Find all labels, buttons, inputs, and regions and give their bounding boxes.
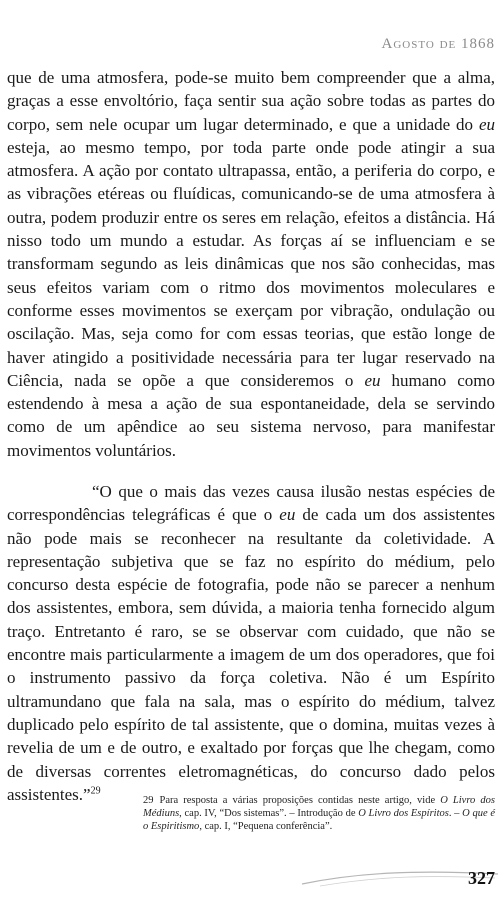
text-run: . – xyxy=(448,808,463,819)
book-title: O que é o Espiritismo xyxy=(143,808,496,832)
text-run: , cap. IV, “Dos sistemas”. – Introdução de xyxy=(179,808,359,819)
body-paragraph-1 xyxy=(7,66,495,462)
book-title: O Livro dos Médiuns xyxy=(143,795,495,819)
text-run: de cada um dos assistentes não pode mais se reconhecer na resultante da coletividade. A representação subjetiva que se faz no espírito do médium, pelo concurso desta espécie de fotografia, pode não se parecer a nenhum dos assistentes, embora, sem dúvida, a maioria tenha fornecido algum traço. Entretanto é raro, se se observar com cuidado, que não se encontre mais particularmente a imagem de um dos operadores, que foi o instrumento passivo da força coletiva. Não é um Espírito ultramundano que fala na sala, mas o espírito do médium, talvez duplicado pelo espírito de tal assistente, que o domina, muitas vezes à revelia de um e de outro, e exaltado por forças que lhe chegam, como de diversas correntes eletromagnéticas, do concurso dado pelos assistentes.” xyxy=(7,505,495,804)
body-paragraph-2-quote xyxy=(7,480,495,806)
text-run: “O que o mais das vezes causa ilusão nestas espécies de correspondências telegráficas é que o xyxy=(7,482,495,525)
running-header: Agosto de 1868 xyxy=(381,36,495,52)
text-run: , cap. I, “Pequena conferência”. xyxy=(199,821,333,832)
italic-term: eu xyxy=(279,505,296,525)
text-run: esteja, ao mesmo tempo, por toda parte onde pode atingir a sua atmosfera. A ação por contato ultrapassa, então, a periferia do corpo, e as vibrações etéreas ou fluídicas, comunicando-se de uma atmosfera à outra, podem produzir entre os seres em relação, efeitos a distância. Há nisso todo um mundo a estudar. As forças aí se influenciam e se transformam segundo as leis dinâmicas que nos são conhecidas, mas seus efeitos variam com o ritmo dos movimentos moleculares e conforme esses movimentos se exerçam por vibração, ondulação ou oscilação. Mas, seja como for com essas teorias, que estão longe de haver atingido a positividade necessária para ter lugar reservado na Ciência, nada se opõe a que consideremos o xyxy=(7,137,495,390)
footnote-reference[interactable]: 29 xyxy=(90,785,101,797)
text-run: que de uma atmosfera, pode-se muito bem compreender que a alma, graças a esse envoltório, faça sentir sua ação sobre todas as partes do corpo, sem nele ocupar um lugar determinado, e que a unidade do xyxy=(7,68,495,134)
text-run: humano como estendendo à mesa a ação de sua espontaneidade, dela se servindo como de um apêndice ao seu sistema nervoso, para manifestar movimentos voluntários. xyxy=(7,370,495,460)
italic-term: eu xyxy=(478,114,495,134)
page-number: 327 xyxy=(468,868,495,888)
text-run: Para resposta a várias proposições contidas neste artigo, vide xyxy=(159,795,441,806)
footnote-number: 29 xyxy=(143,795,154,806)
book-title: O Livro dos Espíritos xyxy=(358,808,449,819)
footnote xyxy=(143,794,495,833)
italic-term: eu xyxy=(364,370,381,390)
